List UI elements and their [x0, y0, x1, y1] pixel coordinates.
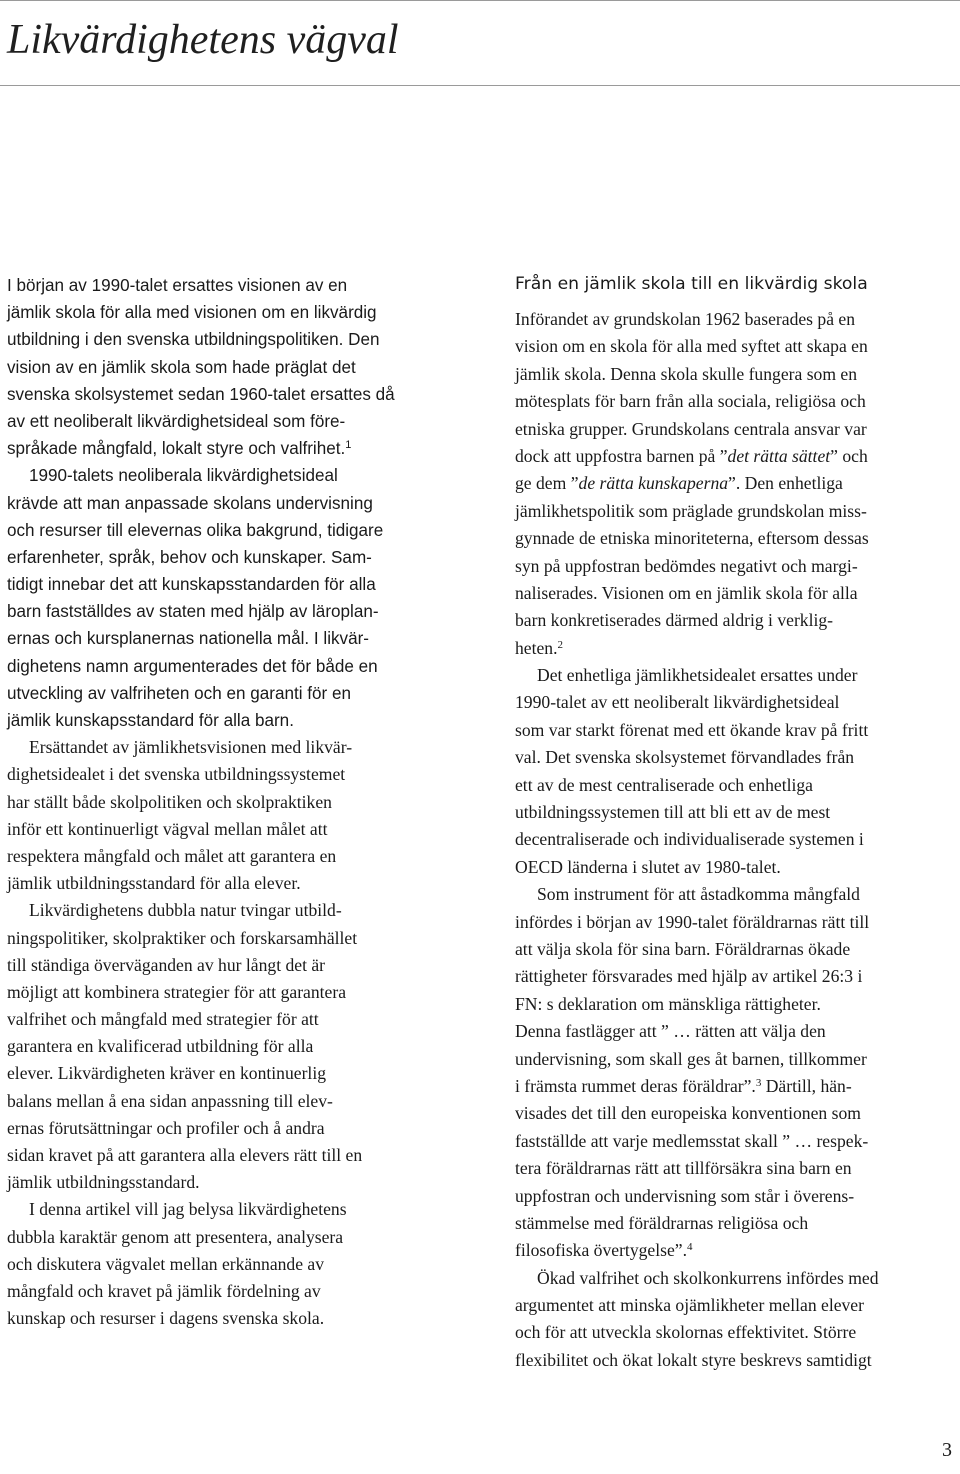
- text-line: Likvärdighetens dubbla natur tvingar utbild-: [29, 900, 342, 921]
- footnote-marker: 2: [557, 638, 563, 651]
- text-line: FN: s deklaration om mänskliga rättigheter.: [515, 993, 821, 1014]
- left-column: [7, 272, 452, 1332]
- text-line: Ersättandet av jämlikhetsvisionen med likvär-: [29, 737, 353, 758]
- text-line: I början av 1990-talet ersattes visionen av en: [7, 276, 348, 295]
- text-line: vision om en skola för alla med syftet att skapa en: [515, 336, 868, 357]
- footnote-marker: 4: [686, 1241, 693, 1254]
- body-paragraph: [515, 306, 955, 662]
- body-paragraph: [7, 1196, 452, 1332]
- text-line: naliserades. Visionen om en jämlik skola för alla: [515, 582, 858, 603]
- text-line: möjligt att kombinera strategier för att garantera: [7, 981, 347, 1002]
- text-line: svenska skolsystemet sedan 1960-talet ersattes då: [7, 384, 395, 404]
- text-line: 1990-talet av ett neoliberalt likvärdighetsideal: [515, 692, 840, 713]
- intro-paragraph: [7, 272, 452, 462]
- text-line: stämmelse med föräldrarnas religiösa och: [515, 1212, 809, 1233]
- text-segment: Därtill, hän-: [761, 1075, 852, 1096]
- text-line: uppfostran och undervisning som står i överens-: [515, 1185, 855, 1206]
- text-line: elever. Likvärdigheten kräver en kontinuerlig: [7, 1063, 327, 1084]
- text-line: visades det till den europeiska konventionen som: [515, 1103, 861, 1124]
- text-line: tera föräldrarnas rätt att tillförsäkra sina barn en: [515, 1158, 852, 1179]
- text-line: ett av de mest centraliserade och enhetliga: [515, 774, 813, 795]
- text-segment: ge dem ”: [515, 473, 579, 494]
- text-segment: filosofiska övertygelse”.: [515, 1240, 687, 1261]
- body-paragraph: [515, 1265, 955, 1375]
- text-segment: dock att uppfostra barnen på ”: [515, 445, 728, 466]
- article-title: Likvärdighetens vägval: [7, 17, 399, 63]
- text-segment: språkade mångfald, lokalt styre och valfrihet.: [7, 439, 346, 459]
- text-line: tidigt innebar det att kunskapsstandarden för alla: [7, 575, 376, 595]
- text-line: infördes i början av 1990-talet föräldrarnas rätt till: [515, 911, 870, 932]
- text-line: Denna fastlägger att ” … rätten att välja den: [515, 1021, 826, 1042]
- text-line: I denna artikel vill jag belysa likvärdighetens: [29, 1199, 347, 1220]
- text-line: barn konkretiserades därmed aldrig i verklig-: [515, 610, 834, 631]
- text-line: och diskutera vägvalet mellan erkännande av: [7, 1253, 325, 1274]
- text-line: erfarenheter, språk, behov och kunskaper. Sam-: [7, 547, 372, 567]
- footnote-marker: 1: [345, 439, 352, 452]
- text-line: ningspolitiker, skolpraktiker och forskarsamhället: [7, 927, 358, 948]
- title-divider: [0, 85, 960, 86]
- emphasized-phrase: de rätta kunskaperna: [578, 473, 729, 494]
- text-line: dighetens namn argumenterades det för både en: [7, 656, 378, 676]
- text-line: decentraliserade och individualiserade systemen i: [515, 829, 864, 850]
- text-line: undervisning, som skall ges åt barnen, tillkommer: [515, 1048, 867, 1069]
- text-line-with-emphasis: [515, 470, 955, 497]
- text-line: garantera en kvalificerad utbildning för alla: [7, 1036, 314, 1057]
- text-line: syn på uppfostran bedömdes negativt och margi-: [515, 555, 858, 576]
- text-line: jämlik skola. Denna skola skulle fungera som en: [515, 363, 858, 384]
- text-line: vision av en jämlik skola som hade präglat det: [7, 357, 356, 377]
- text-line: kunskap och resurser i dagens svenska skola.: [7, 1308, 325, 1329]
- text-line: har ställt både skolpolitiken och skolpraktiken: [7, 791, 332, 812]
- text-line: respektera mångfald och målet att garantera en: [7, 845, 337, 866]
- text-line: argumentet att minska ojämlikheter mellan elever: [515, 1295, 864, 1316]
- text-line: inför ett kontinuerligt vägval mellan målet att: [7, 818, 328, 839]
- text-line: jämlik kunskapsstandard för alla barn.: [7, 711, 294, 730]
- text-line: till ständiga överväganden av hur långt det är: [7, 954, 326, 975]
- text-line: rättigheter försvarades med hjälp av artikel 26:3 i: [515, 966, 863, 987]
- text-line: fastställde att varje medlemsstat skall ” … respek-: [515, 1130, 869, 1151]
- body-paragraph: [7, 734, 452, 897]
- text-line-with-emphasis: [515, 443, 955, 470]
- top-border-line: [0, 0, 960, 1]
- text-line: OECD länderna i slutet av 1980-talet.: [515, 856, 781, 877]
- text-line: Införandet av grundskolan 1962 baserades på en: [515, 309, 856, 329]
- text-line: och resurser till elevernas olika bakgrund, tidigare: [7, 520, 384, 540]
- text-segment: ”. Den enhetliga: [728, 473, 843, 494]
- text-line: utbildningssystemen till att bli ett av de mest: [515, 802, 831, 823]
- text-line-with-footnote: [7, 435, 452, 462]
- text-line: barn fastställdes av staten med hjälp av läroplan-: [7, 602, 379, 622]
- text-line: jämlik skola för alla med visionen om en likvärdig: [7, 303, 377, 323]
- text-line: Det enhetliga jämlikhetsidealet ersattes under: [537, 665, 858, 686]
- text-line: balans mellan å ena sidan anpassning till elev-: [7, 1090, 333, 1111]
- text-line: ernas och kursplanernas nationella mål. I likvär-: [7, 629, 369, 649]
- text-line: mångfald och kravet på jämlik fördelning av: [7, 1280, 321, 1301]
- text-line: utbildning i den svenska utbildningspolitiken. Den: [7, 330, 380, 350]
- text-line: etniska grupper. Grundskolans centrala ansvar var: [515, 418, 867, 439]
- text-line-with-footnote: [515, 635, 955, 662]
- text-line: mötesplats för barn från alla sociala, religiösa och: [515, 391, 866, 412]
- emphasized-phrase: det rätta sättet: [727, 445, 831, 466]
- text-line: sidan kravet på att garantera alla elevers rätt till en: [7, 1145, 363, 1165]
- text-line: dubbla karaktär genom att presentera, analysera: [7, 1226, 344, 1247]
- text-line: och för att utveckla skolornas effektivitet. Större: [515, 1322, 857, 1343]
- text-line: av ett neoliberalt likvärdighetsideal som före-: [7, 411, 346, 431]
- text-line: flexibilitet och ökat lokalt styre beskrevs samtidigt: [515, 1349, 872, 1370]
- text-line: valfrihet och mångfald med strategier för att: [7, 1009, 319, 1030]
- text-segment: ” och: [830, 445, 868, 466]
- text-line-with-footnote: [515, 1073, 955, 1100]
- text-line: 1990-talets neoliberala likvärdighetsideal: [29, 466, 338, 486]
- text-line: krävde att man anpassade skolans undervisning: [7, 493, 373, 513]
- section-heading: Från en jämlik skola till en likvärdig skola: [515, 274, 868, 294]
- footnote-marker: 3: [755, 1076, 762, 1089]
- body-paragraph: [515, 662, 955, 881]
- text-line: jämlik utbildningsstandard för alla elever.: [7, 873, 301, 894]
- text-line: val. Det svenska skolsystemet förvandlades från: [515, 747, 855, 768]
- body-paragraph: [7, 897, 452, 1196]
- text-line: Som instrument för att åstadkomma mångfald: [537, 884, 860, 905]
- text-line: jämlik utbildningsstandard.: [7, 1172, 200, 1193]
- text-line: att välja skola för sina barn. Föräldrarnas ökade: [515, 938, 851, 959]
- text-line-with-footnote: [515, 1237, 955, 1264]
- text-line: utveckling av valfriheten och en garanti för en: [7, 683, 351, 703]
- body-paragraph: [515, 881, 955, 1264]
- text-line: dighetsidealet i det svenska utbildningssystemet: [7, 764, 346, 785]
- page-number: 3: [942, 1439, 952, 1461]
- text-segment: i främsta rummet deras föräldrar”.: [515, 1075, 756, 1096]
- text-line: ernas förutsättningar och profiler och å andra: [7, 1117, 325, 1138]
- right-column: [515, 270, 955, 1374]
- intro-paragraph-2: [7, 462, 452, 734]
- text-line: gynnade de etniska minoriteterna, eftersom dessas: [515, 528, 869, 549]
- text-segment: heten.: [515, 637, 558, 658]
- text-line: jämlikhetspolitik som präglade grundskolan miss-: [515, 500, 867, 521]
- text-line: som var starkt förenat med ett ökande krav på fritt: [515, 719, 869, 740]
- text-line: Ökad valfrihet och skolkonkurrens infördes med: [537, 1267, 879, 1288]
